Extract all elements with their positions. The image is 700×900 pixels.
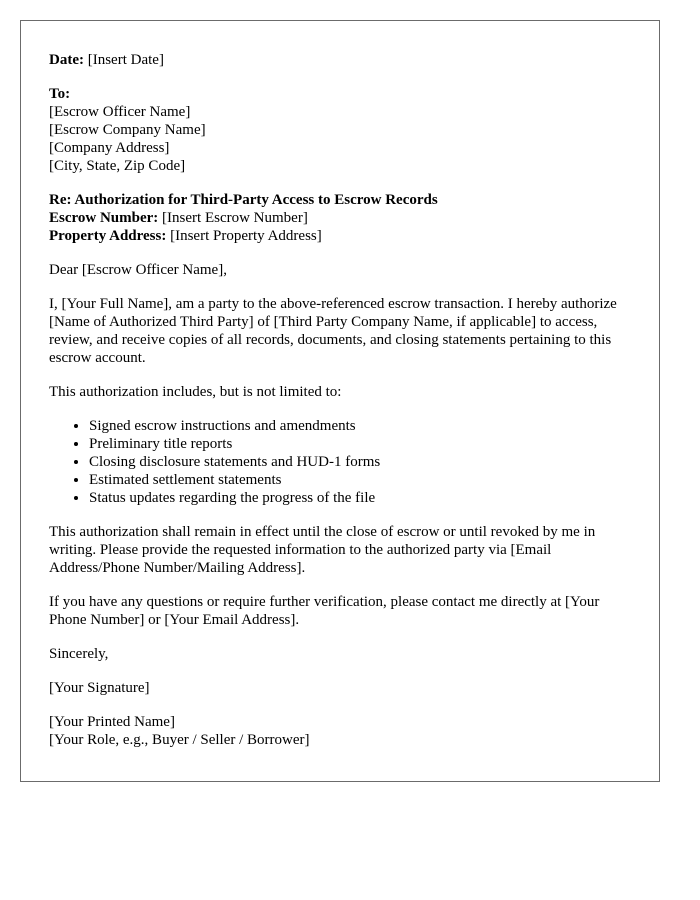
recipient-company-name: [Escrow Company Name] — [49, 122, 206, 138]
salutation: Dear [Escrow Officer Name], — [49, 262, 227, 278]
escrow-number-label: Escrow Number: — [49, 210, 159, 226]
included-records-list — [49, 417, 631, 507]
date-line — [49, 51, 631, 69]
escrow-number-line — [49, 209, 631, 227]
subject-block — [49, 191, 631, 245]
date-label: Date: — [49, 52, 84, 68]
subject-re-line: Re: Authorization for Third-Party Access to Escrow Records — [49, 192, 438, 208]
contact-paragraph: If you have any questions or require further verification, please contact me directly at [Your Phone Number] or [Your Email Address]. — [49, 594, 600, 628]
signer-name: [Your Printed Name] — [49, 714, 175, 730]
closing: Sincerely, — [49, 646, 109, 662]
recipient-company-address: [Company Address] — [49, 140, 170, 156]
list-item: • Estimated settlement statements — [89, 471, 631, 489]
list-item: • Preliminary title reports — [89, 435, 631, 453]
recipient-block — [49, 85, 631, 175]
signature-placeholder: [Your Signature] — [49, 680, 150, 696]
property-address-label: Property Address: — [49, 228, 167, 244]
date-value: [Insert Date] — [83, 52, 164, 68]
list-item: • Status updates regarding the progress of the file — [89, 489, 631, 507]
property-address-line — [49, 227, 631, 245]
includes-intro: This authorization includes, but is not limited to: — [49, 384, 342, 400]
signer-role: [Your Role, e.g., Buyer / Seller / Borrower] — [49, 732, 310, 748]
duration-paragraph: This authorization shall remain in effect until the close of escrow or until revoked by me in writing. Please provide the requested information to the authorized party via [Email Address/Phone Number/Mailing Address]. — [49, 524, 596, 576]
property-address-value: [Insert Property Address] — [166, 228, 322, 244]
letter-document — [20, 20, 660, 782]
recipient-city-state-zip: [City, State, Zip Code] — [49, 158, 186, 174]
list-item: • Closing disclosure statements and HUD-1 forms — [89, 453, 631, 471]
signer-block — [49, 713, 631, 749]
recipient-officer-name: [Escrow Officer Name] — [49, 104, 191, 120]
escrow-number-value: [Insert Escrow Number] — [158, 210, 308, 226]
recipient-label: To: — [49, 86, 71, 102]
list-item: • Signed escrow instructions and amendments — [89, 417, 631, 435]
authorization-paragraph: I, [Your Full Name], am a party to the above-referenced escrow transaction. I hereby authorize [Name of Authorized Third Party] of [Third Party Company Name, if applicable] to access, review, and receive copies of all records, documents, and closing statements pertaining to this escrow account. — [49, 296, 617, 366]
